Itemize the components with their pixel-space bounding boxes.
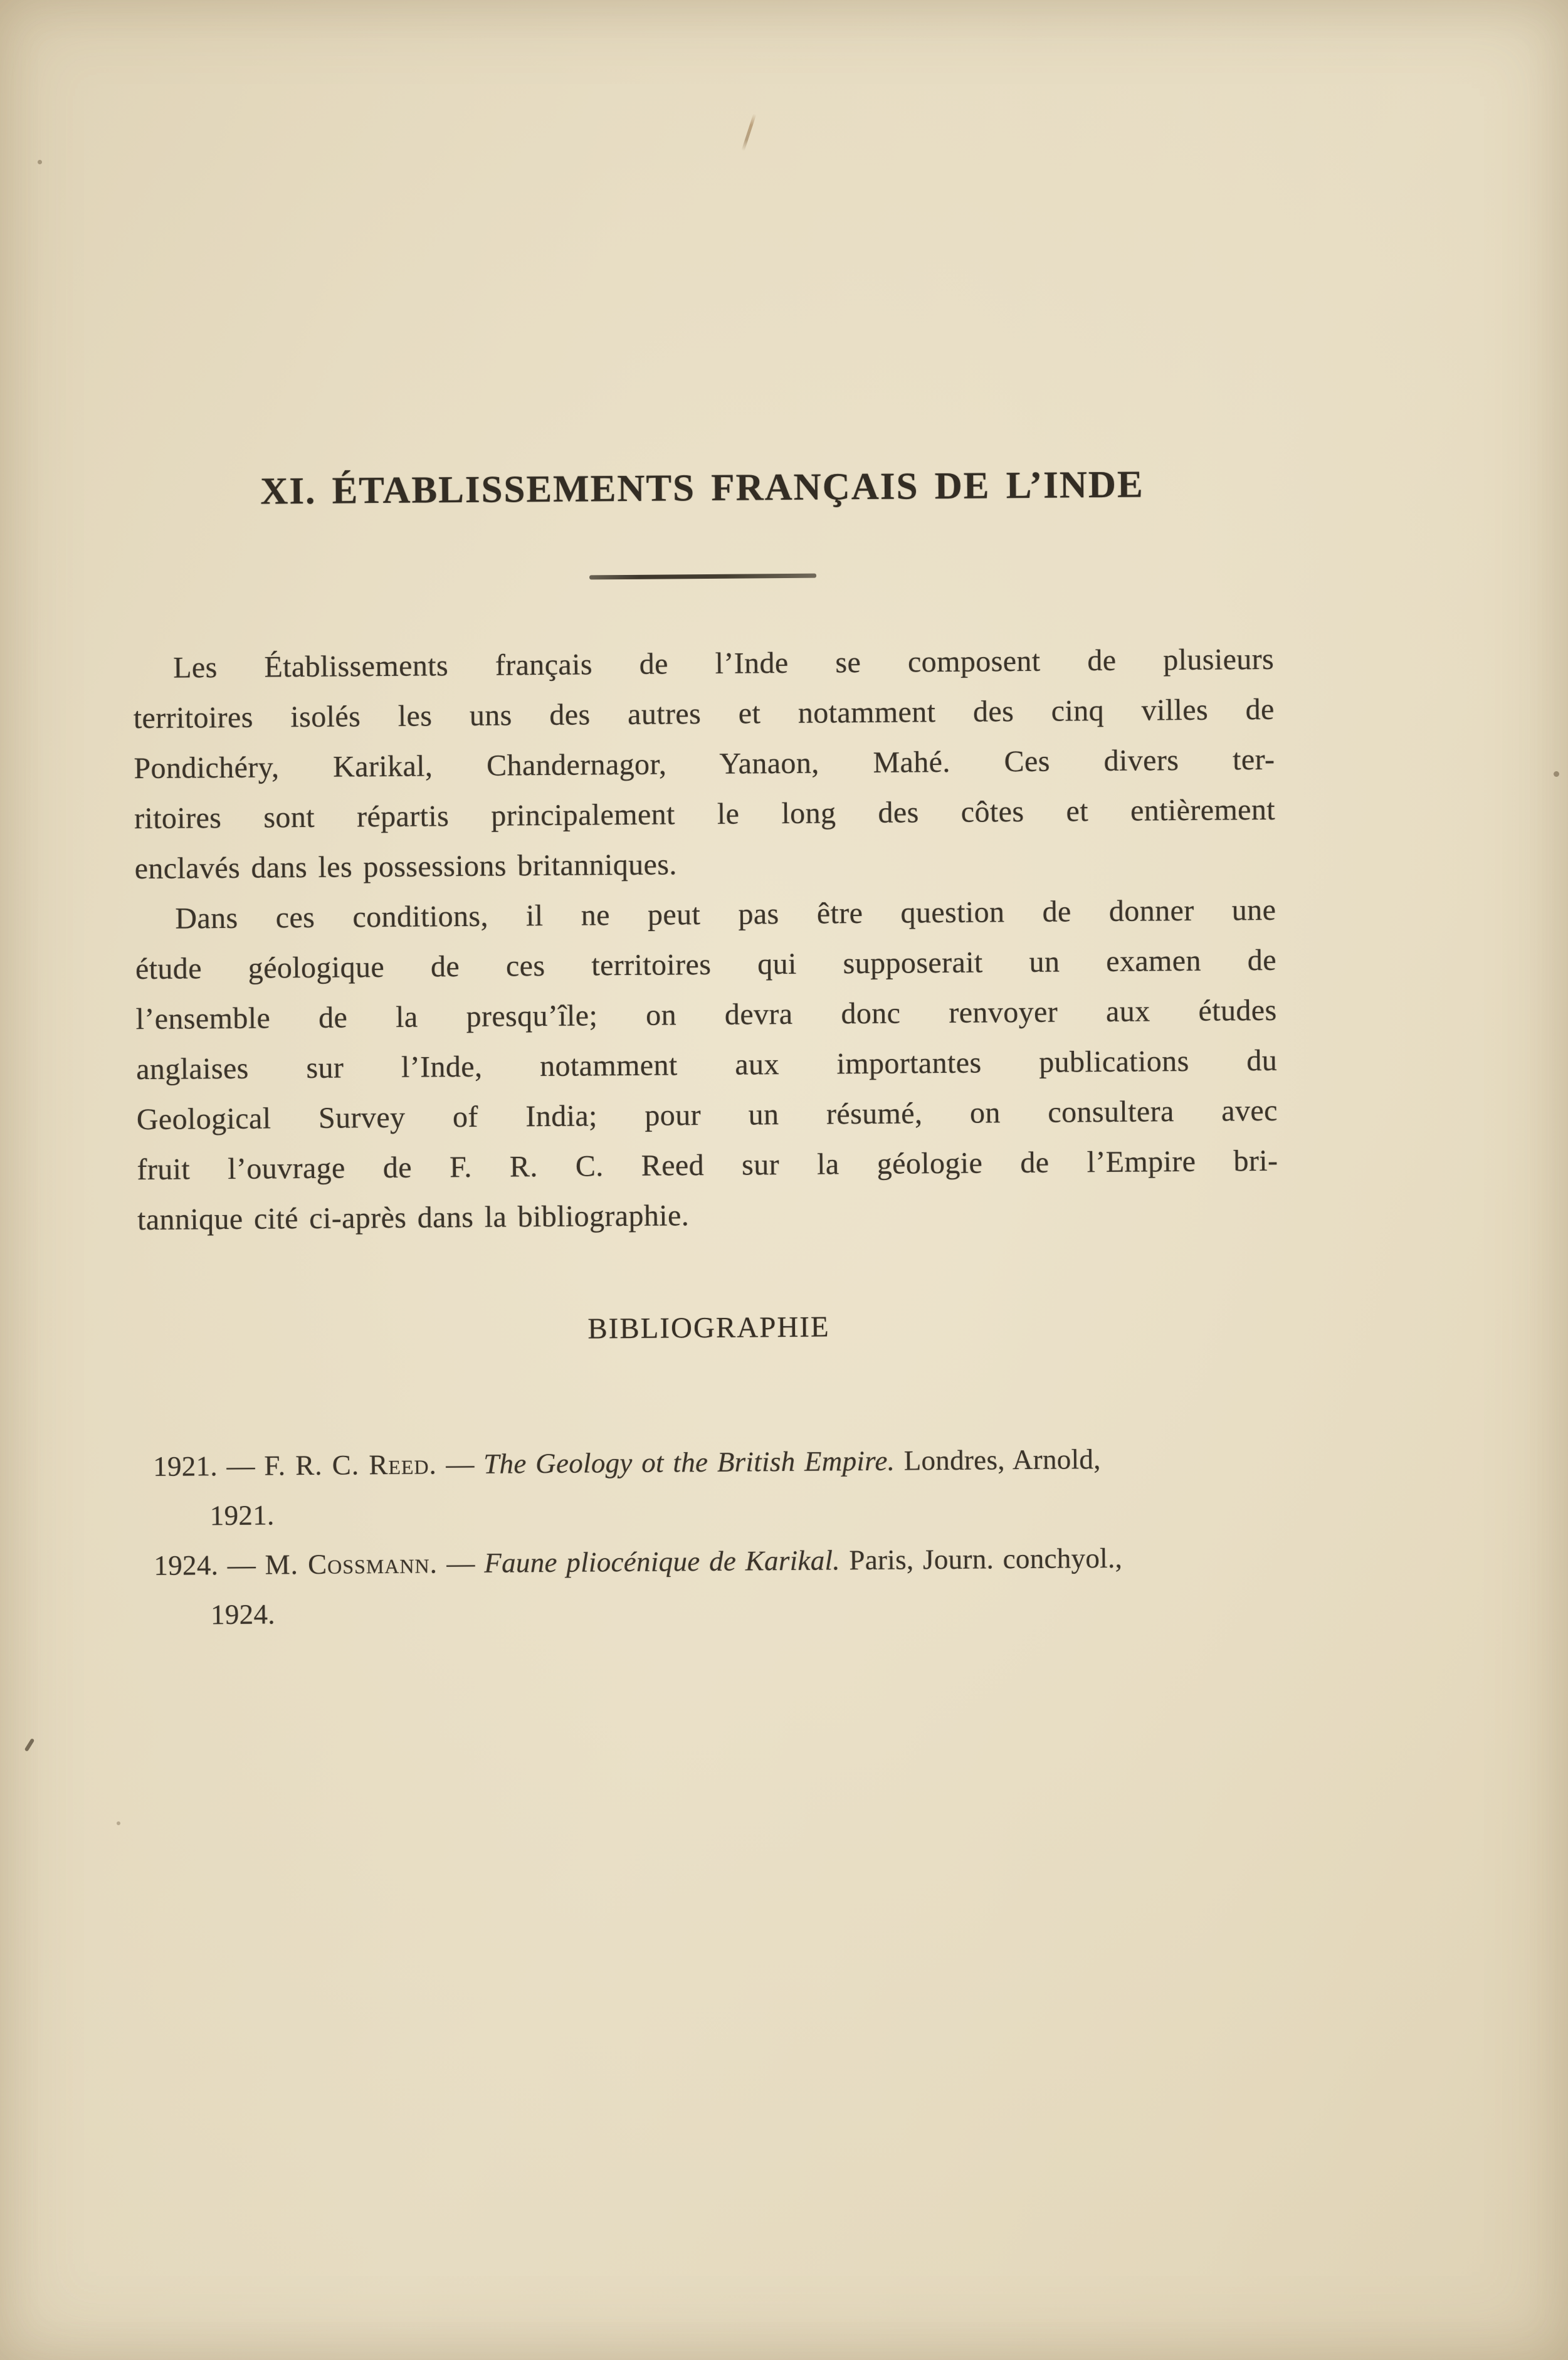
text-line: anglaises sur l’Inde, notamment aux importantes publications du	[136, 1043, 1278, 1087]
text-line: territoires isolés les uns des autres et notamment des cinq villes de	[133, 692, 1275, 735]
text-line: ritoires sont répartis principalement le long des côtes et entièrement	[134, 793, 1276, 836]
bib-title: Faune pliocénique de Karikal.	[484, 1544, 841, 1579]
bib-dash: —	[227, 1549, 256, 1581]
text-line: fruit l’ouvrage de F. R. C. Reed sur la géologie de l’Empire bri-	[137, 1144, 1278, 1187]
text-line: tannique cité ci-après dans la bibliographie.	[137, 1199, 690, 1237]
text-line: Dans ces conditions, il ne peut pas être question de donner une	[175, 893, 1276, 935]
paper-speck	[24, 1738, 35, 1752]
page-content	[128, 0, 1281, 1640]
bib-year: 1921.	[152, 1450, 218, 1482]
bibliography-entry	[140, 1532, 1281, 1640]
bib-year: 1924.	[154, 1549, 219, 1581]
text-line: étude géologique de ces territoires qui supposerait un examen de	[135, 943, 1277, 986]
title-divider-rule	[589, 574, 816, 580]
bib-author: F. R. C. Reed.	[264, 1448, 437, 1482]
paragraph	[133, 635, 1276, 894]
bib-continuation: 1924.	[210, 1598, 275, 1631]
text-line: enclavés dans les possessions britanniques.	[134, 848, 677, 886]
bib-imprint: Paris, Journ. conchyol.,	[849, 1542, 1123, 1576]
paragraph	[135, 885, 1278, 1245]
text-line: Les Établissements français de l’Inde se composent de plusieurs	[172, 642, 1275, 685]
text-line: Pondichéry, Karikal, Chandernagor, Yanaon, Mahé. Ces divers ter-	[134, 742, 1275, 786]
bib-title: The Geology ot the British Empire.	[483, 1445, 895, 1480]
bib-imprint: Londres, Arnold,	[903, 1443, 1101, 1477]
chapter-title: XI. ÉTABLISSEMENTS FRANÇAIS DE L’INDE	[260, 463, 1144, 513]
bibliography-heading: BIBLIOGRAPHIE	[587, 1310, 830, 1346]
paper-speck	[38, 160, 42, 164]
text-line: Geological Survey of India; pour un résumé, on consultera avec	[136, 1093, 1278, 1137]
bib-dash: —	[226, 1450, 256, 1482]
bibliography-entry	[139, 1433, 1281, 1541]
bib-author: M. Cossmann.	[265, 1547, 438, 1581]
bib-dash: —	[446, 1547, 475, 1579]
paper-speck	[1554, 771, 1559, 777]
paper-speck	[117, 1821, 120, 1825]
text-line: l’ensemble de la presqu’île; on devra donc renvoyer aux études	[135, 993, 1277, 1036]
bib-continuation: 1921.	[209, 1499, 275, 1532]
bibliography-list	[139, 1433, 1281, 1640]
bib-dash: —	[446, 1448, 475, 1480]
body-text	[133, 635, 1278, 1245]
